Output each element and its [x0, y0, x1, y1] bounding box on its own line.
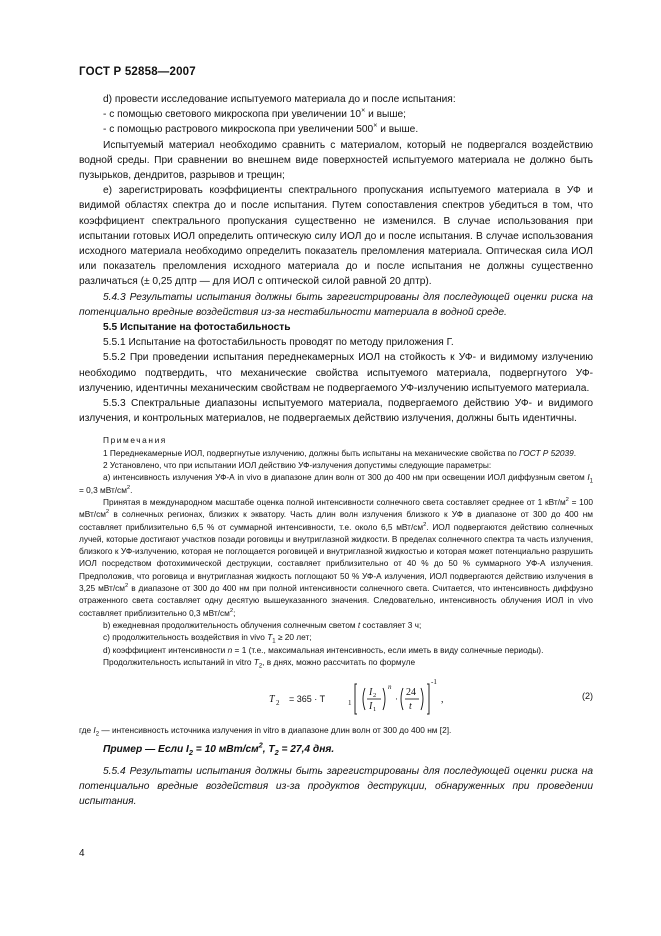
formula-t1-sub: 1 [348, 699, 352, 708]
paren-left-1 [363, 688, 365, 710]
formula-exp: -1 [431, 678, 437, 687]
formula-num2: 24 [406, 687, 416, 699]
item-e: e) зарегистрировать коэффициенты спектрального пропускания испытуемого материала в УФ и видимой областях спектра до и после испытания. Путем сопоставления спектров убедиться в том, что коэффициент спектрального пропускания существенно не изменился. В случае использования при испытании готовых ИОЛ определить оптическую силу ИОЛ до и после испытания. В случае использования исходного материала необходимо определить показатель преломления материала. Оптическая сила ИОЛ или показатель преломления исходного материала до и после испытания не должны существенно различаться (± 0,25 дптр — для ИОЛ с оптической силой равной 20 дптр). [79, 185, 593, 288]
formula-den1-sub: 1 [373, 706, 377, 714]
formula-graphic [269, 678, 499, 718]
formula-dot: · [395, 694, 398, 705]
note-where: где $I_2$ — интенсивность источника излучения in vitro в диапазоне длин волн от 300 до 400 нм [2]. [79, 725, 452, 738]
notes-block [79, 434, 593, 736]
formula-end: , [441, 694, 444, 706]
document-body [79, 92, 593, 809]
section-5-5-3: 5.5.3 Спектральные диапазоны испытуемого материала, подвергаемого действию УФ- и видимого излучения, и контрольных материалов, не подвергаемых действию излучения, должны быть идентичны. [79, 398, 593, 425]
section-5-5-title: 5.5 Испытание на фотостабильность [103, 322, 291, 334]
outer-bracket-left [355, 684, 357, 714]
formula-lhs: T [269, 694, 275, 706]
note-1-reference: ГОСТ Р 52039 [519, 447, 574, 458]
note-duration: Продолжительность испытаний in vitro $T_2$, в днях, можно рассчитать по формуле [103, 656, 416, 670]
note-2-c: c) продолжительность воздействия in vivo $T_1 \ge 20$ лет; [103, 632, 312, 645]
formula-number: (2) [582, 691, 593, 702]
note-2: 2 Установлено, что при испытании ИОЛ действию УФ-излучения допустимы следующие параметры: [103, 460, 492, 471]
formula-den2: t [409, 701, 412, 713]
formula-2 [79, 672, 593, 722]
note-2-explanation: Принятая в международном масштабе оценка полной интенсивности солнечного света составляет среднее от 1 кВт/$м^2 = 100$ мВт/$см^2$ в солнечных регионах, близких к экватору. Часть длин волн излучения близкого к УФ в диапазоне от 300 до 400 нм составляет приблизительно 6,5 % от суммарной интенсивности, т.е. около 6,5 мВт/$см^2$. ИОЛ подвергаются действию солнечных лучей, которые достигают участков позади роговицы и внутриглазной жидкости. В пределах солнечного спектра та часть излучения, близкого к УФ-излучению, которая не поглощается роговицей и внутриглазной жидкостью и которая может потенциально разрушить ИОЛ посредством фотохимической деструкции, составляет приблизительно от 40 % до 50 % суммарного УФ-А излучения. Предположив, что роговица и внутриглазная жидкость поглощают 50 % УФ-А излучения, ИОЛ подвергаются действию излучения в 3,25 мВт/$см^2$ в диапазоне от 300 до 400 нм при полной интенсивности солнечного света. Считается, что интенсивность диффузно отраженного света составляет одну десятую вышеуказанного значения. Следовательно, интенсивность облучения ИОЛ in vivo составляет приблизительно 0,3 мВт/$см^2$; [79, 496, 594, 618]
paren-right-1 [383, 688, 385, 710]
section-5-5-4: 5.5.4 Результаты испытания должны быть зарегистрированы для последующей оценки риска на потенциально вредные воздействия из-за продуктов деструкции, обнаруженных при проведении испытания. [79, 765, 593, 808]
example: Пример — Если $I_2 = 10$ мВт/$см^2$, $T_2 = 27,4$ дня. [103, 742, 335, 758]
item-d: d) провести исследование испытуемого материала до и после испытания: [103, 94, 456, 105]
section-5-4-3: 5.4.3 Результаты испытания должны быть зарегистрированы для последующей оценки риска на потенциально вредные воздействия из-за нестабильности материала в водной среде. [79, 291, 593, 318]
formula-num1-sub: 2 [373, 692, 377, 700]
note-2-d: d) коэффициент интенсивности n = 1 (т.е., максимальная интенсивность, если иметь в виду солнечные периоды). [103, 644, 544, 655]
formula-exp-n: n [388, 683, 392, 692]
page-number: 4 [79, 848, 85, 859]
section-5-5-2: 5.5.2 При проведении испытания переднекамерных ИОЛ на стойкость к УФ- и видимому излучению необходимо подтвердить, что механические свойства испытуемого материала, подвергнутого УФ-излучению, идентичны механическим свойствам не подвергаемого УФ-излучению испытуемого материала. [79, 352, 593, 394]
note-2-a: a) интенсивность излучения УФ-А in vivo в диапазоне длин волн от 300 до 400 нм при освещении ИОЛ диффузным светом $I_1 = 0,3$ мВт/$см^2$. [79, 472, 593, 495]
paren-right-2 [421, 688, 423, 710]
formula-lhs-sub: 2 [276, 699, 280, 708]
formula-equals: = 365 · T [289, 694, 326, 705]
bullet-optical-microscope: - с помощью светового микроскопа при увеличении 10× и выше; [103, 106, 407, 121]
note-2-b: b) ежедневная продолжительность облучения солнечным светом t составляет 3 ч; [103, 619, 422, 630]
paragraph-compare: Испытуемый материал необходимо сравнить с материалом, который не подвергался воздействию водной среды. При сравнении во внешнем виде поверхностей испытуемого материала не должно быть пузырьков, дендритов, разрывов и трещин; [79, 139, 593, 182]
document-header: ГОСТ Р 52858—2007 [79, 66, 196, 78]
bullet-scanning-microscope: - с помощью растрового микроскопа при увеличении 500× и выше. [103, 122, 419, 136]
formula-num1: I [369, 687, 373, 699]
paren-left-2 [401, 688, 403, 710]
section-5-5-1: 5.5.1 Испытание на фотостабильность проводят по методу приложения Г. [103, 337, 454, 349]
notes-heading: Примечания [103, 435, 167, 446]
note-1: 1 Переднекамерные ИОЛ, подвергнутые излучению, должны быть испытаны на механические свойства по ГОСТ Р 52039. [103, 447, 577, 458]
outer-bracket-right [427, 684, 429, 714]
formula-den1: I [369, 701, 373, 713]
